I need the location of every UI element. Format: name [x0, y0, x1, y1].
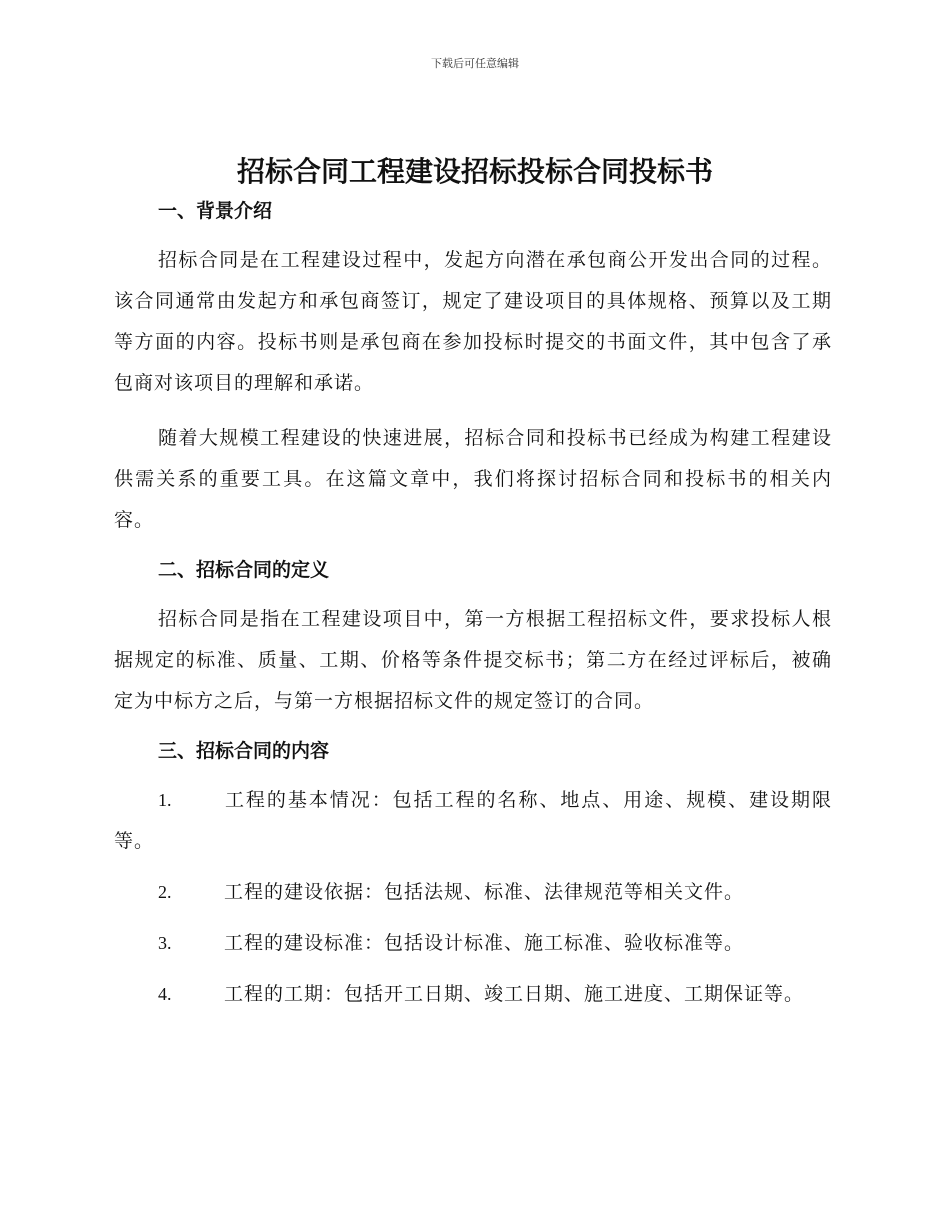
paragraph-definition-1: 招标合同是指在工程建设项目中，第一方根据工程招标文件，要求投标人根据规定的标准、质量、工期、价格等条件提交标书；第二方在经过评标后，被确定为中标方之后，与第一方根据招标文件的规定签订的合同。: [114, 608, 832, 712]
list-item-text: 工程的基本情况：包括工程的名称、地点、用途、规模、建设期限等。: [114, 789, 832, 852]
list-item-text: 工程的建设标准：包括设计标准、施工标准、验收标准等。: [224, 932, 745, 954]
section-heading-definition: 二、招标合同的定义: [158, 559, 330, 581]
document-title: 招标合同工程建设招标投标合同投标书: [236, 155, 713, 188]
header-note: 下载后可任意编辑: [431, 57, 519, 70]
list-item: [114, 872, 832, 913]
list-item: [114, 780, 832, 862]
list-item-number: 2.: [158, 882, 172, 902]
paragraph-background-2: 随着大规模工程建设的快速进展，招标合同和投标书已经成为构建工程建设供需关系的重要工具。在这篇文章中，我们将探讨招标合同和投标书的相关内容。: [114, 427, 832, 531]
list-item-text: 工程的工期：包括开工日期、竣工日期、施工进度、工期保证等。: [224, 983, 805, 1005]
section-heading-background: 一、背景介绍: [158, 200, 273, 222]
list-item-number: 1.: [158, 790, 172, 810]
list-item-text: 工程的建设依据：包括法规、标准、法律规范等相关文件。: [224, 881, 745, 903]
list-item: [114, 974, 832, 1015]
document-body: [114, 196, 832, 1015]
list-item-number: 3.: [158, 933, 172, 953]
section-heading-contents: 三、招标合同的内容: [158, 740, 330, 762]
list-item: [114, 923, 832, 964]
paragraph-background-1: 招标合同是在工程建设过程中，发起方向潜在承包商公开发出合同的过程。该合同通常由发起方和承包商签订，规定了建设项目的具体规格、预算以及工期等方面的内容。投标书则是承包商在参加投标时提交的书面文件，其中包含了承包商对该项目的理解和承诺。: [114, 249, 832, 394]
list-item-number: 4.: [158, 984, 172, 1004]
